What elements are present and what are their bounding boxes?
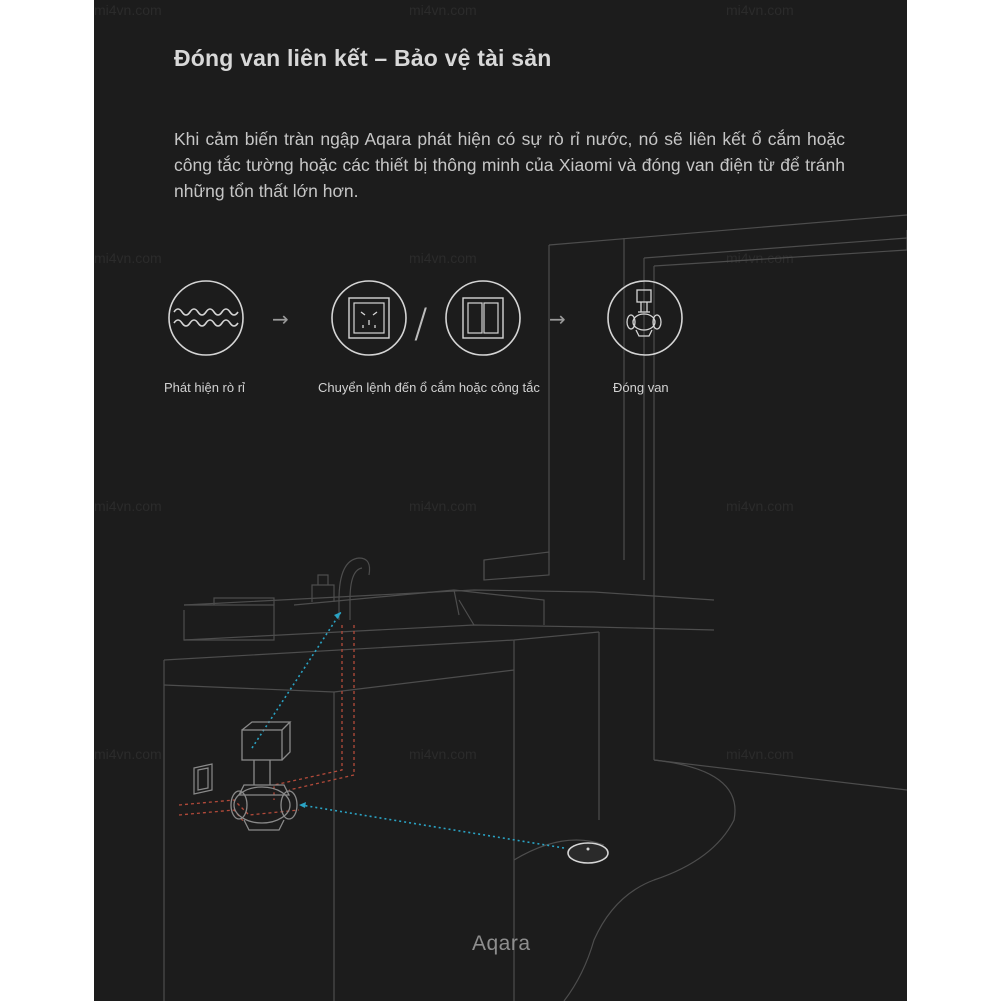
watermark: mi4vn.com bbox=[726, 2, 794, 18]
separator-slash: / bbox=[414, 301, 428, 347]
watermark: mi4vn.com bbox=[409, 2, 477, 18]
arrow-icon: → bbox=[549, 307, 566, 331]
watermark: mi4vn.com bbox=[94, 250, 162, 266]
water-wave-icon bbox=[169, 281, 243, 355]
watermark: mi4vn.com bbox=[409, 746, 477, 762]
content-panel bbox=[94, 0, 907, 1001]
watermark: mi4vn.com bbox=[726, 746, 794, 762]
arrow-icon: → bbox=[272, 307, 289, 331]
step-label-detect: Phát hiện rò rỉ bbox=[164, 380, 245, 395]
step-label-close-valve: Đóng van bbox=[613, 380, 669, 395]
watermark: mi4vn.com bbox=[94, 2, 162, 18]
valve-icon bbox=[608, 281, 682, 355]
wall-switch-icon bbox=[446, 281, 520, 355]
watermark: mi4vn.com bbox=[409, 250, 477, 266]
watermark: mi4vn.com bbox=[409, 498, 477, 514]
wall-socket-icon bbox=[332, 281, 406, 355]
brand-logo-text: Aqara bbox=[472, 932, 531, 955]
step-label-command: Chuyển lệnh đến ổ cắm hoặc công tắc bbox=[318, 380, 540, 395]
page-title: Đóng van liên kết – Bảo vệ tài sản bbox=[174, 45, 552, 71]
watermark: mi4vn.com bbox=[94, 498, 162, 514]
leak-sensor-puck bbox=[568, 843, 608, 863]
watermark: mi4vn.com bbox=[94, 746, 162, 762]
wall-switch bbox=[194, 764, 212, 794]
watermark: mi4vn.com bbox=[726, 498, 794, 514]
watermark: mi4vn.com bbox=[726, 250, 794, 266]
description-text: Khi cảm biến tràn ngập Aqara phát hiện có sự rò rỉ nước, nó sẽ liên kết ổ cắm hoặc công tắc tường hoặc các thiết bị thông minh của Xiaomi và đóng van điện từ để tránh những tổn thất lớn hơn. bbox=[174, 129, 845, 201]
